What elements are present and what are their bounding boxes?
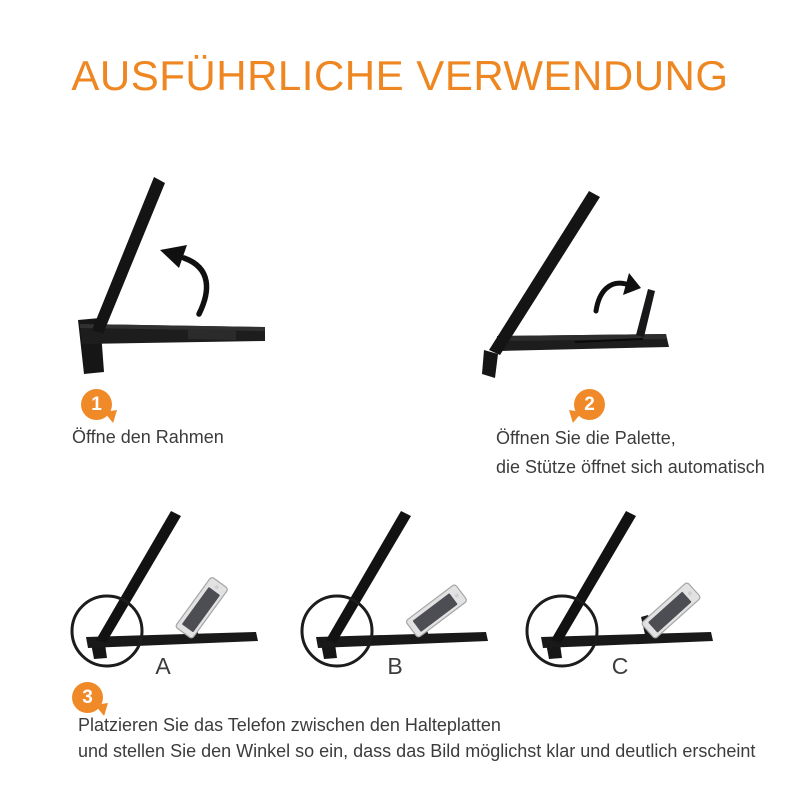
stand-variant-a [72, 511, 258, 666]
step-1-number: 1 [91, 394, 102, 415]
phone [175, 576, 228, 639]
magnifier-panel [92, 177, 165, 334]
curved-arrow-ccw-icon [160, 245, 207, 314]
step-3-number: 3 [82, 687, 93, 708]
base-recess [188, 329, 236, 340]
variant-label-b: B [387, 653, 403, 679]
step-1-bubble [81, 389, 112, 420]
magnifier-panel [489, 191, 600, 355]
speech-tail [104, 410, 117, 423]
phone [405, 584, 467, 638]
step-2-bubble [574, 389, 605, 420]
step-1-text: Öffne den Rahmen [72, 427, 224, 447]
stand-variant-b [302, 511, 488, 666]
step-3-text: Platzieren Sie das Telefon zwischen den Halteplatten und stellen Sie den Winkel so ein, dass das Bild möglichst klar und deutlich erscheint [78, 715, 756, 761]
speech-tail [569, 410, 582, 423]
page-title: AUSFÜHRLICHE VERWENDUNG [71, 52, 729, 99]
phone [641, 582, 701, 639]
support-flap [636, 289, 655, 337]
stand-foot [482, 350, 498, 378]
curved-arrow-cw-icon [596, 273, 641, 311]
step-2-text: Öffnen Sie die Palette, die Stütze öffnet sich automatisch [496, 428, 765, 477]
open-frame-illustration [60, 160, 320, 380]
open-support-illustration [440, 160, 740, 390]
variant-label-a: A [155, 653, 171, 679]
variant-label-c: C [611, 653, 629, 679]
step-2-number: 2 [584, 394, 595, 415]
step-3-bubble [72, 682, 103, 713]
stand-variant-c [527, 511, 713, 666]
